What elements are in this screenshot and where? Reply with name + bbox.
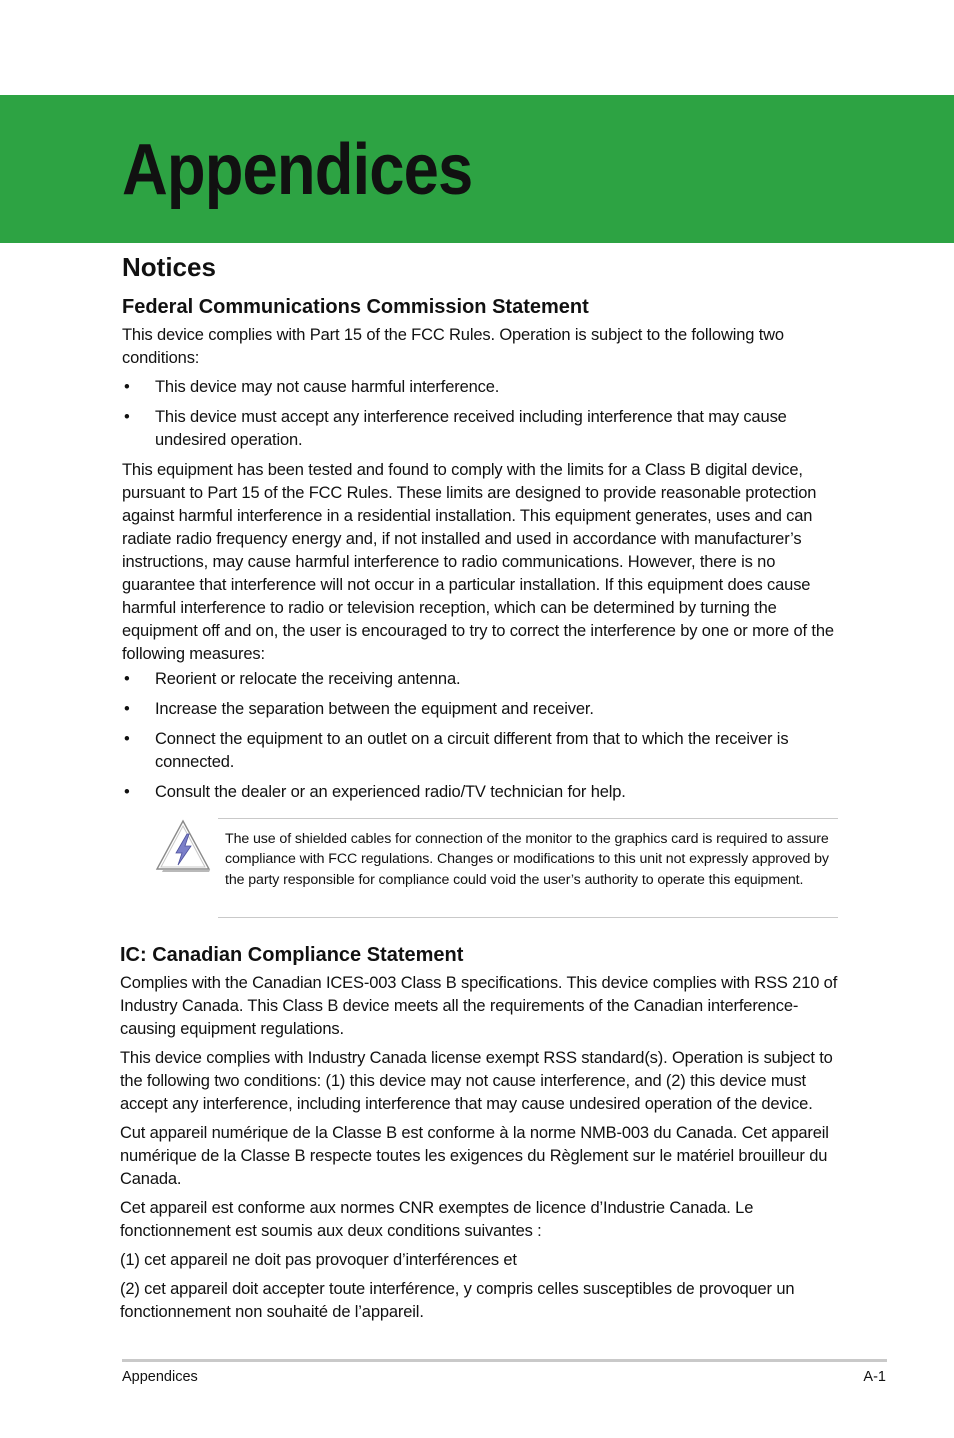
list-item-text: Consult the dealer or an experienced radio/TV technician for help. xyxy=(155,783,626,801)
list-item xyxy=(122,781,838,804)
bullet: • xyxy=(124,408,130,426)
warning-icon xyxy=(154,818,212,874)
list-item xyxy=(122,406,838,452)
warning-note xyxy=(122,818,838,920)
bullet: • xyxy=(124,670,130,688)
ic-paragraph: Cet appareil est conforme aux normes CNR exemptes de licence d’Industrie Canada. Le fonctionnement est soumis aux deux conditions suivantes : xyxy=(120,1199,754,1240)
list-item-text: Connect the equipment to an outlet on a circuit different from that to which the receiver is connected. xyxy=(155,730,789,771)
list-item-text: This device may not cause harmful interference. xyxy=(155,378,500,396)
fcc-conditions-list xyxy=(122,376,838,452)
fcc-heading: Federal Communications Commission Statement xyxy=(122,296,589,318)
ic-paragraph: (1) cet appareil ne doit pas provoquer d’interférences et xyxy=(120,1251,517,1269)
list-item xyxy=(122,376,838,399)
ic-paragraph: Complies with the Canadian ICES-003 Class B specifications. This device complies with RSS 210 of Industry Canada. This Class B device meets all the requirements of the Canadian interference-causing equipment regulations. xyxy=(120,974,838,1038)
footer-divider xyxy=(122,1359,887,1362)
fcc-measures-list xyxy=(122,668,838,804)
footer-page-number: A-1 xyxy=(863,1369,886,1385)
ic-paragraph: (2) cet appareil doit accepter toute interférence, y compris celles susceptibles de provoquer un fonctionnement non souhaité de l’appareil. xyxy=(120,1280,795,1321)
list-item xyxy=(122,728,838,774)
list-item-text: Increase the separation between the equipment and receiver. xyxy=(155,700,594,718)
bullet: • xyxy=(124,783,130,801)
list-item-text: This device must accept any interference received including interference that may cause undesired operation. xyxy=(155,408,787,449)
list-item-text: Reorient or relocate the receiving antenna. xyxy=(155,670,461,688)
page-title: Appendices xyxy=(122,130,473,210)
list-item xyxy=(122,698,838,721)
bullet: • xyxy=(124,730,130,748)
ic-section xyxy=(120,942,838,1324)
bullet: • xyxy=(124,700,130,718)
ic-paragraph: Cut appareil numérique de la Classe B est conforme à la norme NMB-003 du Canada. Cet appareil numérique de la Classe B respecte toutes les exigences du Règlement sur le matériel brouilleur du Canada. xyxy=(120,1124,829,1188)
footer-section-name: Appendices xyxy=(122,1369,198,1385)
main-content xyxy=(122,250,838,1330)
bullet: • xyxy=(124,378,130,396)
notices-heading: Notices xyxy=(122,252,216,282)
list-item xyxy=(122,668,838,691)
ic-paragraph: This device complies with Industry Canada license exempt RSS standard(s). Operation is subject to the following two conditions: (1) this device may not cause interference, and (2) this device must accept any interference, including interference that may cause undesired operation of the device. xyxy=(120,1049,833,1113)
fcc-body: This equipment has been tested and found to comply with the limits for a Class B digital device, pursuant to Part 15 of the FCC Rules. These limits are designed to provide reasonable protection against harmful interference in a residential installation. This equipment generates, uses and can radiate radio frequency energy and, if not installed and used in accordance with manufacturer’s instructions, may cause harmful interference to radio communications. However, there is no guarantee that interference will not occur in a particular installation. If this equipment does cause harmful interference to radio or television reception, which can be determined by turning the equipment off and on, the user is encouraged to try to correct the interference by one or more of the following measures: xyxy=(122,461,834,663)
warning-note-text: The use of shielded cables for connection of the monitor to the graphics card is required to assure compliance with FCC regulations. Changes or modifications to this unit not expressly approved by the party responsible for compliance could void the user’s authority to operate this equipment. xyxy=(218,818,838,918)
fcc-intro: This device complies with Part 15 of the FCC Rules. Operation is subject to the following two conditions: xyxy=(122,326,784,367)
ic-heading: IC: Canadian Compliance Statement xyxy=(120,944,464,966)
